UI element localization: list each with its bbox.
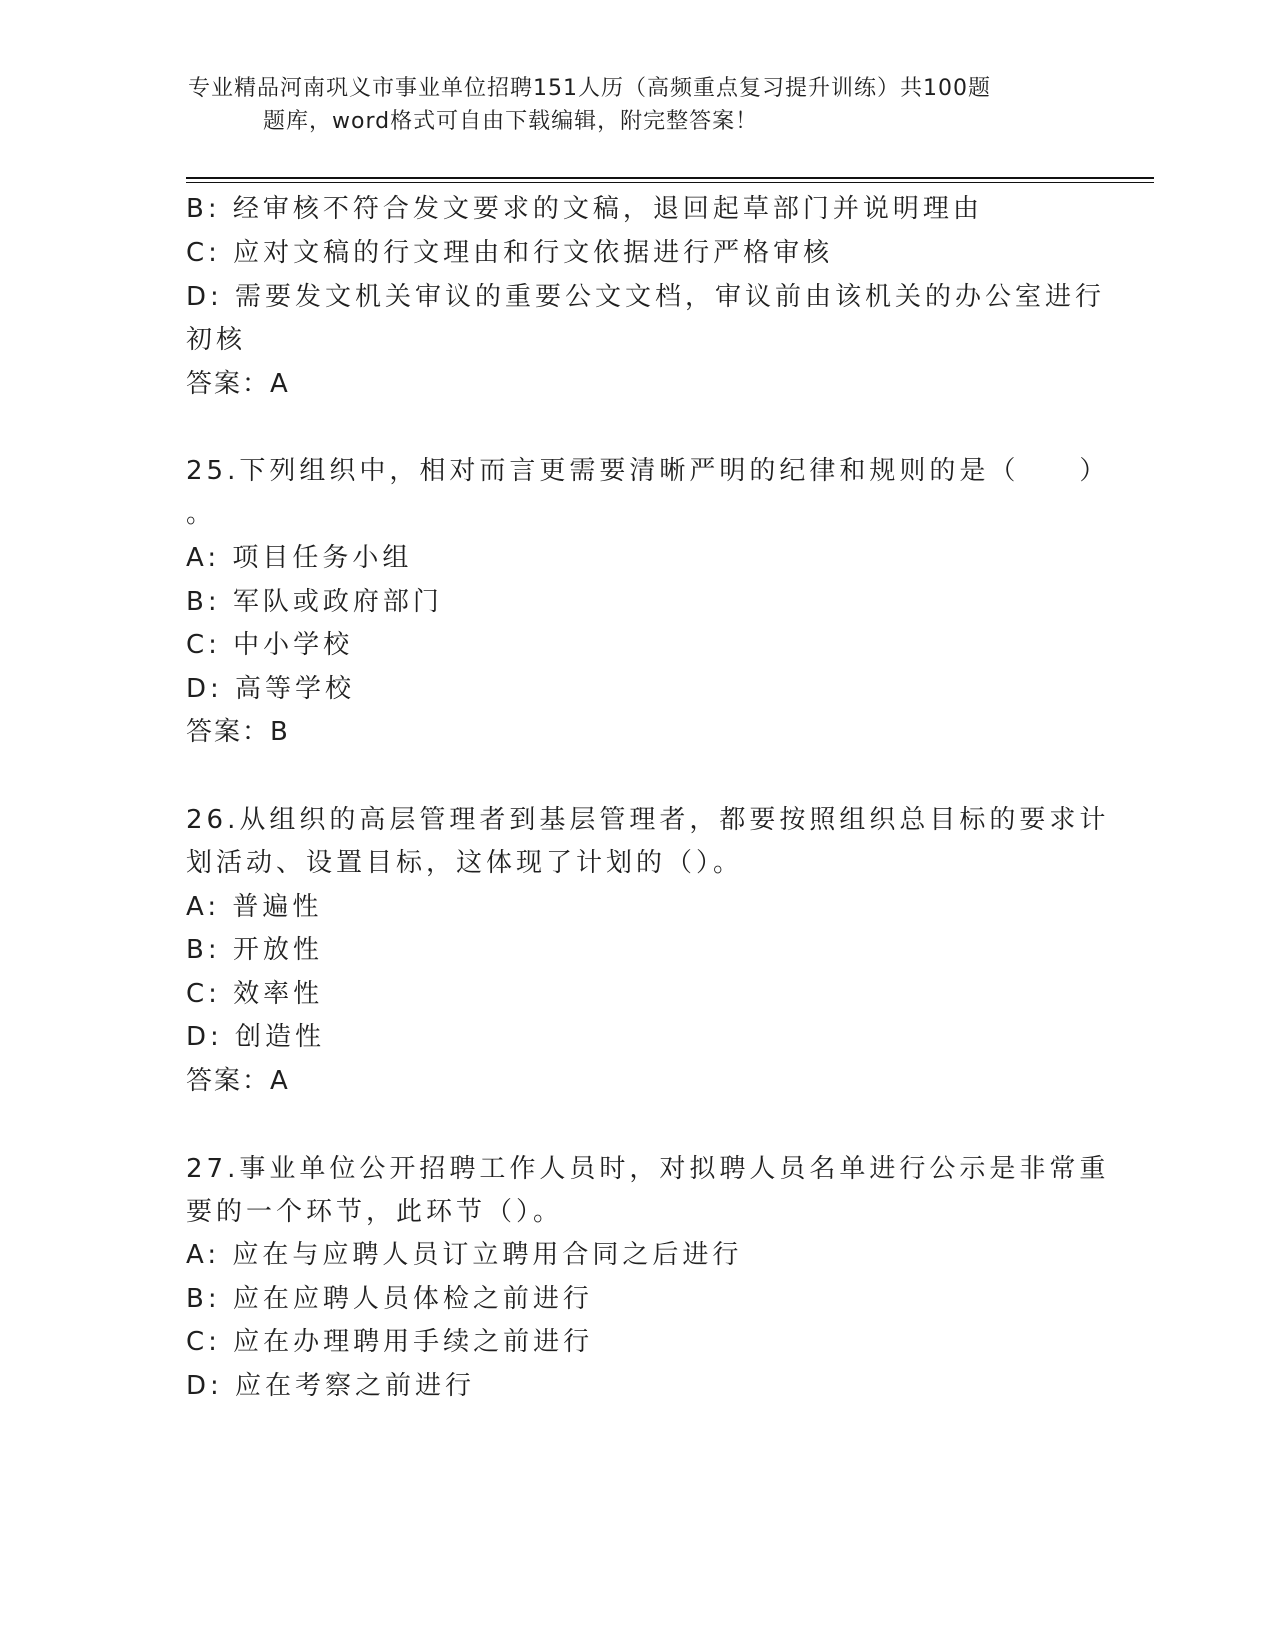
q27-stem-cont: 要的一个环节，此环节（）。 [186,1197,564,1227]
document-header [188,72,1068,138]
q26-answer: 答案：A [186,1066,290,1096]
q27-stem: 27.事业单位公开招聘工作人员时，对拟聘人员名单进行公示是非常重 [186,1154,1110,1184]
q24-option-b: B: 经审核不符合发文要求的文稿，退回起草部门并说明理由 [186,194,983,224]
q25-stem-cont: 。 [186,499,217,529]
q27-option-c: C: 应在办理聘用手续之前进行 [186,1327,594,1357]
q25-option-a: A: 项目任务小组 [186,543,413,573]
q26-option-c: C: 效率性 [186,979,324,1009]
q26-stem-cont: 划活动、设置目标，这体现了计划的（）。 [186,848,744,878]
q24-option-d: D: 需要发文机关审议的重要公文文档，审议前由该机关的办公室进行 [186,282,1106,312]
q25-option-b: B: 军队或政府部门 [186,587,443,617]
q24-option-d-cont: 初核 [186,325,247,355]
q25-answer: 答案：B [186,717,290,747]
q27-option-a: A: 应在与应聘人员订立聘用合同之后进行 [186,1240,743,1270]
header-rule-thick [186,177,1154,179]
q25-option-c: C: 中小学校 [186,630,354,660]
q27-option-d: D: 应在考察之前进行 [186,1371,476,1401]
q27-option-b: B: 应在应聘人员体检之前进行 [186,1284,593,1314]
header-title-line1: 专业精品河南巩义市事业单位招聘151人历（高频重点复习提升训练）共100题 [188,76,991,101]
header-title-line2: 题库，word格式可自由下载编辑，附完整答案！ [263,109,759,134]
q25-stem: 25.下列组织中，相对而言更需要清晰严明的纪律和规则的是（ ） [186,456,1110,486]
q25-option-d: D: 高等学校 [186,674,356,704]
q26-option-a: A: 普遍性 [186,892,323,922]
q26-option-d: D: 创造性 [186,1022,326,1052]
q26-stem: 26.从组织的高层管理者到基层管理者，都要按照组织总目标的要求计 [186,805,1110,835]
q24-answer: 答案：A [186,369,290,399]
header-rule-thin [186,182,1154,183]
q24-option-c: C: 应对文稿的行文理由和行文依据进行严格审核 [186,238,834,268]
q26-option-b: B: 开放性 [186,935,323,965]
